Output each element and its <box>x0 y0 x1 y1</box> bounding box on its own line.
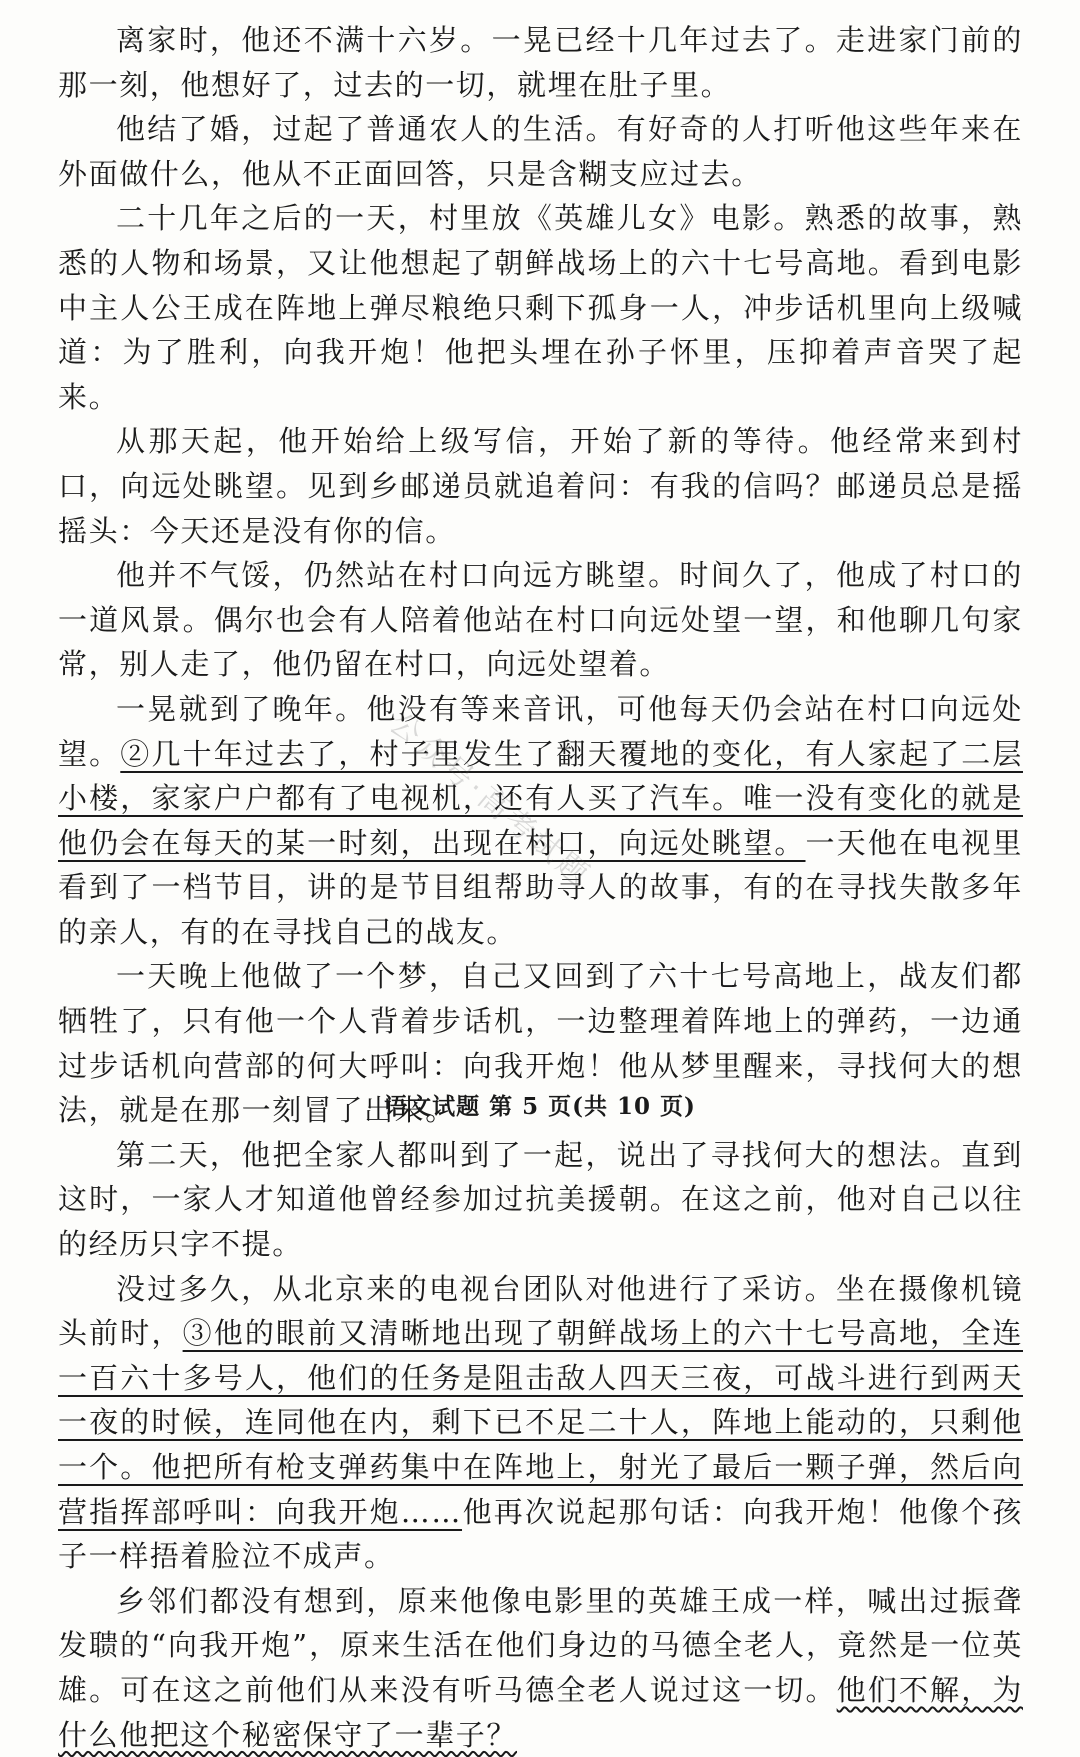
article-body <box>58 18 1023 1757</box>
paragraph-9 <box>58 1267 1023 1579</box>
wavy-underlined-question: 他们不解，为什么他把这个秘密保守了一辈子？ <box>58 1672 1023 1752</box>
paragraph-6-lead: 一晃就到了晚年。他没有等来音讯，可他每天仍会站在村口向远处望。 <box>58 691 1023 771</box>
watermark: 公众号·高考试题 <box>382 706 598 895</box>
paragraph-5: 他并不气馁，仍然站在村口向远方眺望。时间久了，他成了村口的一道风景。偶尔也会有人陪着他站在村口向远处望一望，和他聊几句家常，别人走了，他仍留在村口，向远处望着。 <box>58 558 1023 682</box>
paragraph-2: 他结了婚，过起了普通农人的生活。有好奇的人打听他这些年来在外面做什么，他从不正面回答，只是含糊支应过去。 <box>58 112 1023 191</box>
paragraph-10 <box>58 1579 1023 1757</box>
underlined-sentence-2: ②几十年过去了，村子里发生了翻天覆地的变化，有人家起了二层小楼，家家户户都有了电视机，还有人买了汽车。唯一没有变化的就是他仍会在每天的某一时刻，出现在村口，向远处眺望。 <box>58 736 1023 860</box>
paragraph-6-tail: 一天他在电视里看到了一档节目，讲的是节目组帮助寻人的故事，有的在寻找失散多年的亲人，有的在寻找自己的战友。 <box>58 825 1023 949</box>
paragraph-9-tail: 他再次说起那句话：向我开炮！他像个孩子一样捂着脸泣不成声。 <box>58 1494 1023 1574</box>
paragraph-9-lead: 没过多久，从北京来的电视台团队对他进行了采访。坐在摄像机镜头前时， <box>58 1271 1023 1351</box>
paragraph-3: 二十几年之后的一天，村里放《英雄儿女》电影。熟悉的故事，熟悉的人物和场景，又让他想起了朝鲜战场上的六十七号高地。看到电影中主人公王成在阵地上弹尽粮绝只剩下孤身一人，冲步话机里向上级喊道：为了胜利，向我开炮！他把头埋在孙子怀里，压抑着声音哭了起来。 <box>58 201 1023 414</box>
paragraph-8: 第二天，他把全家人都叫到了一起，说出了寻找何大的想法。直到这时，一家人才知道他曾经参加过抗美援朝。在这之前，他对自己以往的经历只字不提。 <box>58 1137 1023 1262</box>
paragraph-10-lead: 乡邻们都没有想到，原来他像电影里的英雄王成一样，喊出过振聋发聩的“向我开炮”，原来生活在他们身边的马德全老人，竟然是一位英雄。可在这之前他们从来没有听马德全老人说过这一切。 <box>58 1583 1023 1707</box>
paragraph-4: 从那天起，他开始给上级写信，开始了新的等待。他经常来到村口，向远处眺望。见到乡邮递员就追着问：有我的信吗？邮递员总是摇摇头：今天还是没有你的信。 <box>58 424 1023 548</box>
paragraph-7: 一天晚上他做了一个梦，自己又回到了六十七号高地上，战友们都牺牲了，只有他一个人背着步话机，一边整理着阵地上的弹药，一边通过步话机向营部的何大呼叫：向我开炮！他从梦里醒来，寻找何大的想法，就是在那一刻冒了出来。 <box>58 959 1023 1128</box>
page-footer: 语文试题 第 5 页(共 10 页) <box>384 1093 696 1120</box>
underlined-sentence-3: ③他的眼前又清晰地出现了朝鲜战场上的六十七号高地，全连一百六十多号人，他们的任务是阻击敌人四天三夜，可战斗进行到两天一夜的时候，连同他在内，剩下已不足二十人，阵地上能动的，只剩他一个。他把所有枪支弹药集中在阵地上，射光了最后一颗子弹，然后向营指挥部呼叫：向我开炮…… <box>58 1316 1023 1529</box>
paragraph-1: 离家时，他还不满十六岁。一晃已经十几年过去了。走进家门前的那一刻，他想好了，过去的一切，就埋在肚子里。 <box>58 23 1023 102</box>
